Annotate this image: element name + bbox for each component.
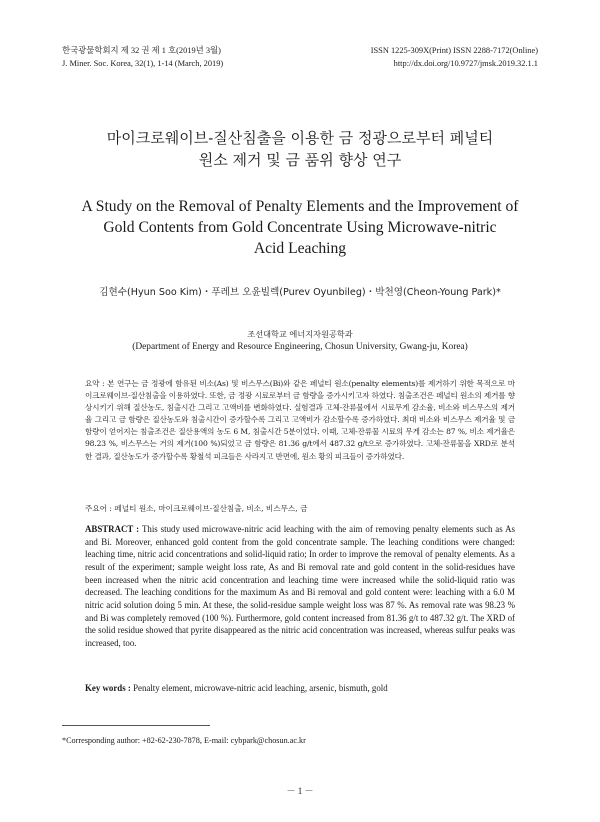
- keywords-korean: [85, 503, 515, 515]
- abstract-korean-label: 요약 :: [85, 379, 108, 388]
- keywords-korean-text: 페널티 원소, 마이크로웨이브-질산침출, 비소, 비스무스, 금: [114, 504, 308, 513]
- corresponding-author-footnote: *Corresponding author: +82-62-230-7878, E-mail: cybpark@chosun.ac.kr: [62, 736, 306, 745]
- journal-name-korean: 한국광물학회지 제 32 권 제 1 호(2019년 3월): [62, 46, 221, 55]
- title-korean-line: 원소 제거 및 금 품위 향상 연구: [198, 151, 402, 169]
- journal-header-left: [62, 44, 223, 70]
- title-english-line: Gold Contents from Gold Concentrate Using Microwave-nitric: [103, 219, 497, 236]
- authors: 김현수(Hyun Soo Kim)・푸레브 오윤빌렉(Purev Oyunbileg)・박천영(Cheon-Young Park)*: [99, 287, 501, 298]
- title-korean: [40, 127, 560, 171]
- abstract-english: [85, 523, 515, 650]
- issn: ISSN 1225-309X(Print) ISSN 2288-7172(Online): [370, 46, 538, 55]
- abstract-korean: [85, 378, 515, 463]
- abstract-korean-text: 본 연구는 금 정광에 함유된 비소(As) 및 비스무스(Bi)와 같은 페널티 원소(penalty elements)를 제거하기 위한 목적으로 마이크로웨이브-질산침출을 이용하였다. 또한, 금 정광 시료로부터 금 함량을 증가시키고자 하였다. 침출조건은 페널티 원소의 제거를 향상시키기 위해 질산농도, 침출시간 그리고 고액비를 변화하였다. 실험결과 고체-잔류물에서 시료무게 감소율, 비소와 비스무스의 제거율 그리고 금 함량은 질산농도와 침출시간이 증가할수록 그리고 고액비가 감소할수록 증가하였다. 최대 비소와 비스무스 제거율 및 금 함량이 얻어지는 침출조건은 질산용액의 농도 6 M, 침출시간 5분이었다. 이때, 고체-잔류물 시료의 무게 감소는 87 %, 비소 제거율은 98.23 %, 비스무스는 거의 제거(100 %)되었고 금 함량은 81.36 g/t에서 487.32 g/t으로 증가하였다. 고체-잔류물을 XRD로 분석한 결과, 질산농도가 증가할수록 황철석 피크들은 사라지고 반면에, 원소 황의 피크들이 증가하였다.: [85, 379, 515, 461]
- abstract-english-text: This study used microwave-nitric acid leaching with the aim of removing penalty elements such as As and Bi. Moreover, enhanced gold content from the gold concentrate sample. The leaching conditions were changed: leaching time, nitric acid concentrations and solid-liquid ratio; In order to improve the removal of penalty elements. As a result of the experiment; sample weight loss rate, As and Bi removal rate and gold content in the solid-residues have been increased when the nitric acid concentration and leaching time were increased while the solid-liquid ratio was decreased. The leaching conditions for the maximum As and Bi removal and gold content were: leaching with a 6.0 M nitric acid solution doing 5 min. At these, the solid-residue sample weight loss was 87 %. As removal rate was 98.23 % and Bi was completely removed (100 %). Furthermore, gold content increased from 81.36 g/t to 487.32 g/t. The XRD of the solid residue showed that pyrite disappeared as the nitric acid concentration was increased, whereas sulfur peaks was increased, too.: [85, 524, 515, 648]
- doi-link[interactable]: http://dx.doi.org/10.9727/jmsk.2019.32.1.1: [393, 59, 538, 68]
- affiliation-korean: 조선대학교 에너지자원공학과: [247, 329, 353, 339]
- keywords-korean-label: 주요어 :: [85, 504, 115, 513]
- journal-header-right: [371, 44, 538, 70]
- title-korean-line: 마이크로웨이브-질산침출을 이용한 금 정광으로부터 페널티: [106, 129, 494, 147]
- footnote-divider: [62, 725, 210, 726]
- page-number: － 1 －: [286, 786, 314, 796]
- title-english: [40, 196, 560, 259]
- keywords-english-label: Key words :: [85, 683, 134, 693]
- keywords-english-text: Penalty element, microwave-nitric acid leaching, arsenic, bismuth, gold: [133, 683, 388, 693]
- abstract-english-label: ABSTRACT :: [85, 524, 142, 534]
- journal-citation: J. Miner. Soc. Korea, 32(1), 1-14 (March, 2019): [62, 59, 224, 68]
- title-english-line: A Study on the Removal of Penalty Elements and the Improvement of: [81, 198, 519, 215]
- keywords-english: [85, 682, 515, 694]
- affiliation-english: (Department of Energy and Resource Engineering, Chosun University, Gwang-ju, Korea): [132, 342, 468, 352]
- title-english-line: Acid Leaching: [253, 240, 347, 257]
